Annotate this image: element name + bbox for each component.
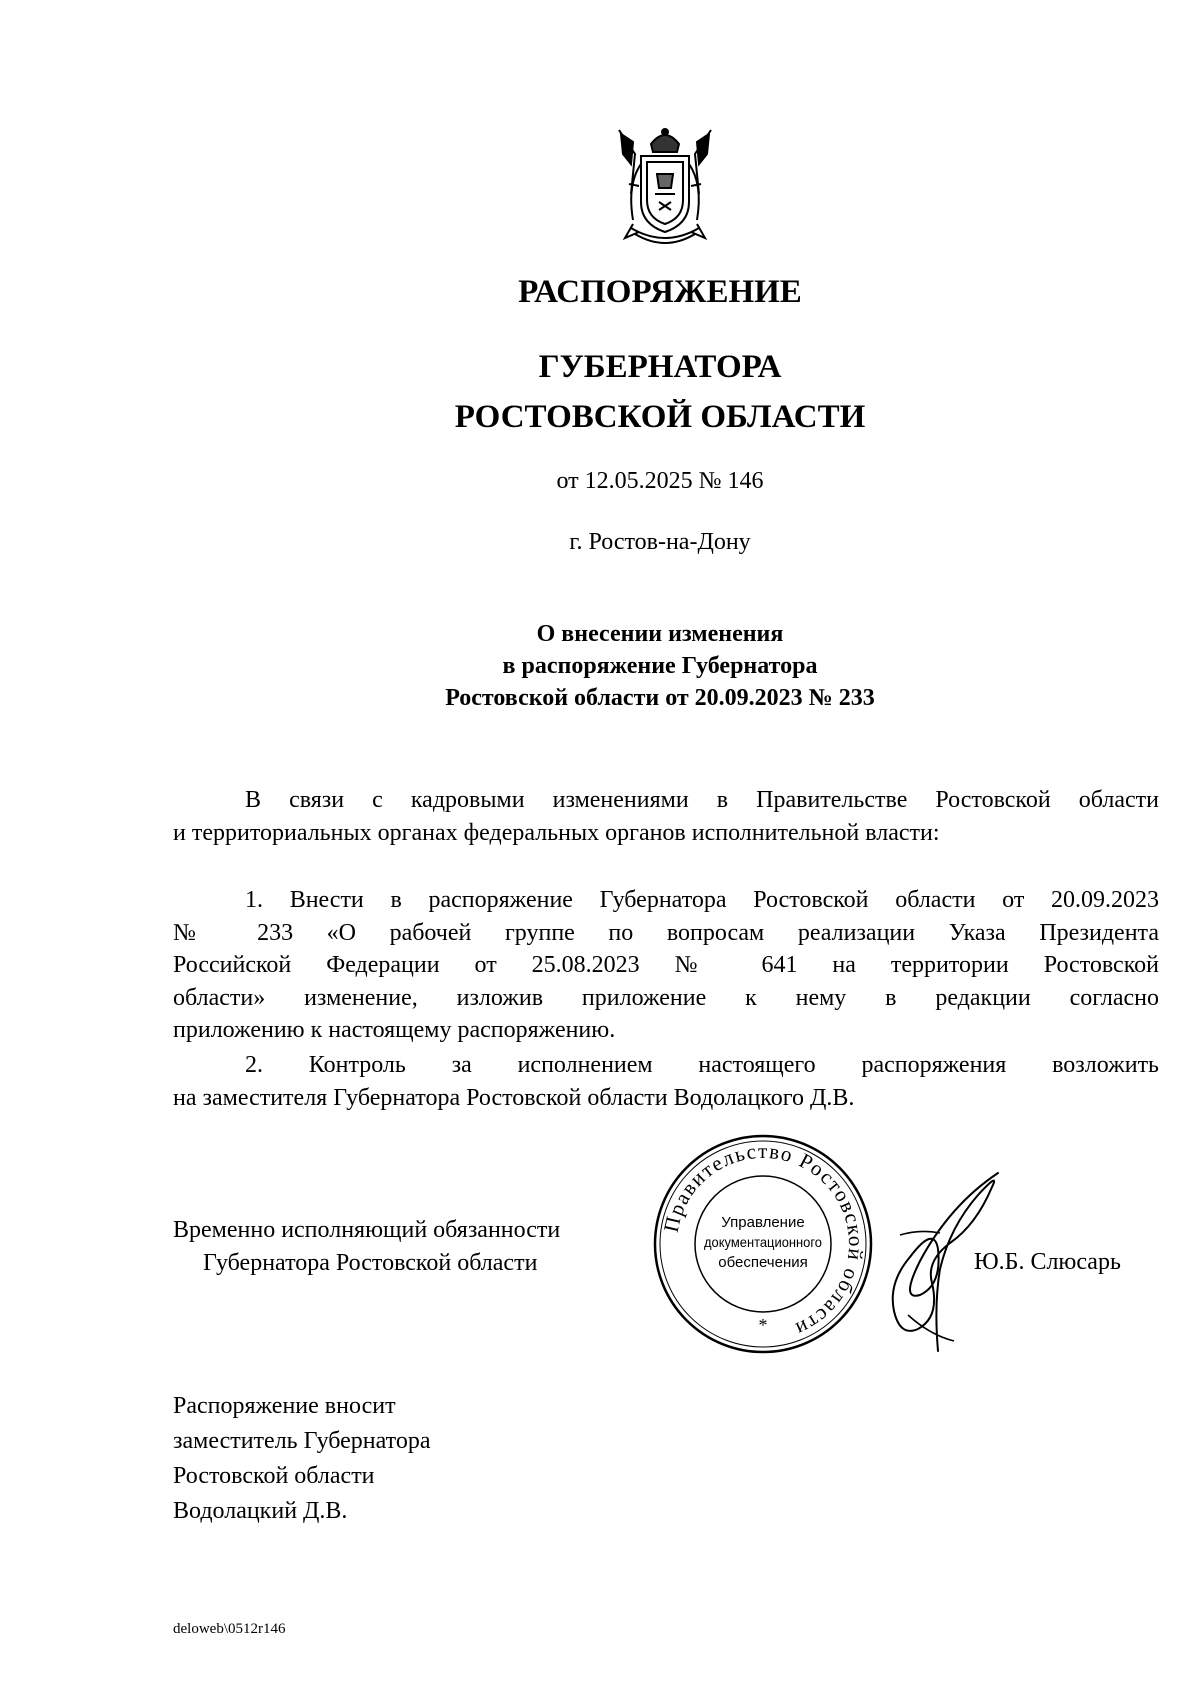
item-1-line: № 233 «О рабочей группе по вопросам реализации Указа Президента [173,919,1159,946]
stamp-center-line-3: обеспечения [718,1254,808,1271]
coat-of-arms-emblem [611,124,719,248]
item-2-line: на заместителя Губернатора Ростовской области Водолацкого Д.В. [173,1084,855,1111]
item-1-line: области» изменение, изложив приложение к нему в редакции согласно [173,984,1159,1011]
intro-line: В связи с кадровыми изменениями в Правительстве Ростовской области [245,787,1159,813]
document-subject [0,618,1200,714]
stamp-center-line-2: документационного [704,1234,823,1250]
signatory-position-line-2: Губернатора Ростовской области [203,1250,538,1276]
signatory-position-line-1: Временно исполняющий обязанности [173,1217,561,1243]
stamp-star: * [758,1315,768,1335]
introduced-by-block [173,1389,431,1529]
document-type-title [0,272,1200,312]
document-date-number: от 12.05.2025 № 146 [556,468,764,494]
introduced-by-line: заместитель Губернатора [173,1428,431,1454]
document-city: г. Ростов-на-Дону [569,529,751,555]
intro-paragraph [173,784,1159,849]
item-2-line: 2. Контроль за исполнением настоящего распоряжения возложить [245,1052,1159,1078]
item-1-line: 1. Внести в распоряжение Губернатора Ростовской области от 20.09.2023 [245,887,1159,913]
intro-line: и территориальных органах федеральных органов исполнительной власти: [173,819,940,846]
introduced-by-line: Ростовской области [173,1463,375,1489]
subject-line-1: О внесении изменения [536,621,784,647]
subject-line-3: Ростовской области от 20.09.2023 № 233 [445,685,875,711]
signatory-position [173,1214,560,1280]
introduced-by-line: Распоряжение вносит [173,1393,396,1419]
stamp-ring-text: Правительство Ростовской области [658,1138,869,1343]
introduced-by-line: Водолацкий Д.В. [173,1498,348,1524]
authority-title [0,342,1200,442]
item-1-line: Российской Федерации от 25.08.2023 № 641 на территории Ростовской [173,952,1159,978]
item-2-paragraph [173,1049,1159,1114]
stamp-center-line-1: Управление [721,1214,805,1231]
file-reference: deloweb\0512r146 [173,1621,286,1637]
signatory-name: Ю.Б. Слюсарь [974,1249,1121,1275]
item-1-paragraph [173,884,1159,1047]
authority-line-2: РОСТОВСКОЙ ОБЛАСТИ [454,399,866,435]
doc-type: РАСПОРЯЖЕНИЕ [518,274,802,310]
subject-line-2: в распоряжение Губернатора [502,653,818,679]
official-stamp [652,1133,874,1355]
authority-line-1: ГУБЕРНАТОРА [538,349,782,385]
item-1-line: приложению к настоящему распоряжению. [173,1017,616,1043]
